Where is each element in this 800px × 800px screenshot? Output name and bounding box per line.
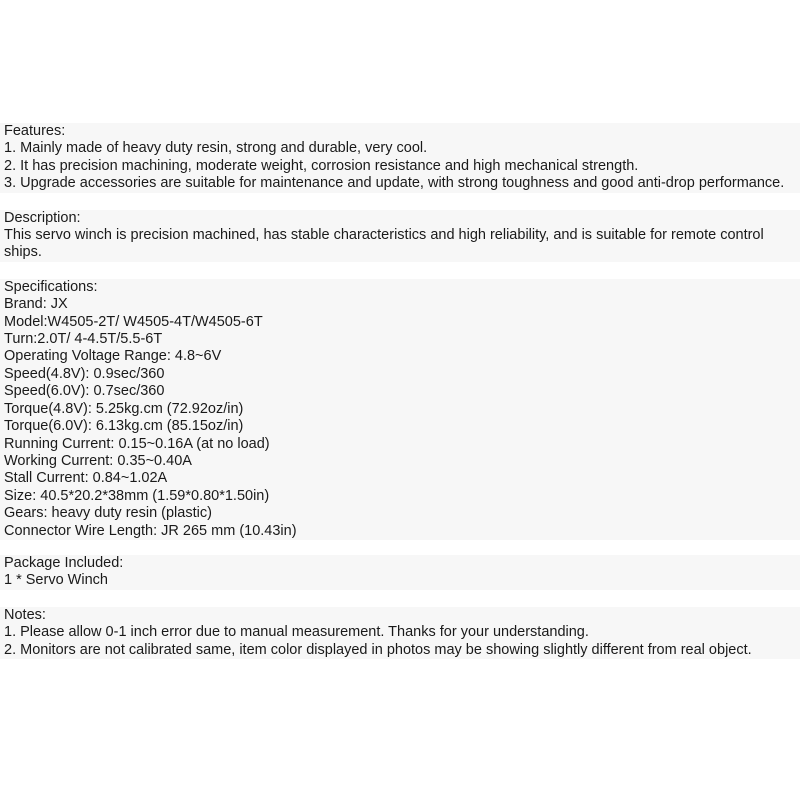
specifications-heading: Specifications:	[4, 278, 98, 295]
notes-section	[0, 607, 800, 659]
spec-item: Speed(4.8V): 0.9sec/360	[4, 365, 165, 382]
spec-item: Connector Wire Length: JR 265 mm (10.43in)	[4, 522, 297, 539]
description-section	[0, 210, 800, 262]
feature-item: 1. Mainly made of heavy duty resin, strong and durable, very cool.	[4, 140, 428, 157]
specifications-section	[0, 279, 800, 540]
feature-item: 2. It has precision machining, moderate weight, corrosion resistance and high mechanical strength.	[4, 157, 639, 174]
spec-item: Torque(4.8V): 5.25kg.cm (72.92oz/in)	[4, 400, 244, 417]
features-section	[0, 123, 800, 193]
feature-item: 3. Upgrade accessories are suitable for maintenance and update, with strong toughness and good anti-drop performance.	[4, 175, 785, 192]
spec-item: Size: 40.5*20.2*38mm (1.59*0.80*1.50in)	[4, 487, 270, 504]
package-heading: Package Included:	[4, 554, 124, 571]
spec-item: Stall Current: 0.84~1.02A	[4, 470, 168, 487]
note-item: 1. Please allow 0-1 inch error due to manual measurement. Thanks for your understanding.	[4, 624, 589, 641]
spec-item: Working Current: 0.35~0.40A	[4, 452, 192, 469]
note-item: 2. Monitors are not calibrated same, item color displayed in photos may be showing slightly different from real object.	[4, 641, 752, 658]
description-heading: Description:	[4, 209, 81, 226]
features-heading: Features:	[4, 123, 66, 139]
notes-heading: Notes:	[4, 606, 46, 623]
spec-item: Speed(6.0V): 0.7sec/360	[4, 383, 165, 400]
spec-item: Model:W4505-2T/ W4505-4T/W4505-6T	[4, 313, 263, 330]
spec-item: Operating Voltage Range: 4.8~6V	[4, 348, 222, 365]
spec-item: Brand: JX	[4, 296, 68, 313]
spec-item: Torque(6.0V): 6.13kg.cm (85.15oz/in)	[4, 418, 244, 435]
description-text: This servo winch is precision machined, has stable characteristics and high reliability, and is suitable for remote control ships.	[4, 227, 764, 261]
package-item: 1 * Servo Winch	[4, 572, 108, 589]
package-section	[0, 555, 800, 590]
product-description-document	[0, 123, 800, 675]
spec-item: Running Current: 0.15~0.16A (at no load)	[4, 435, 270, 452]
spec-item: Gears: heavy duty resin (plastic)	[4, 505, 212, 522]
spec-item: Turn:2.0T/ 4-4.5T/5.5-6T	[4, 331, 163, 348]
